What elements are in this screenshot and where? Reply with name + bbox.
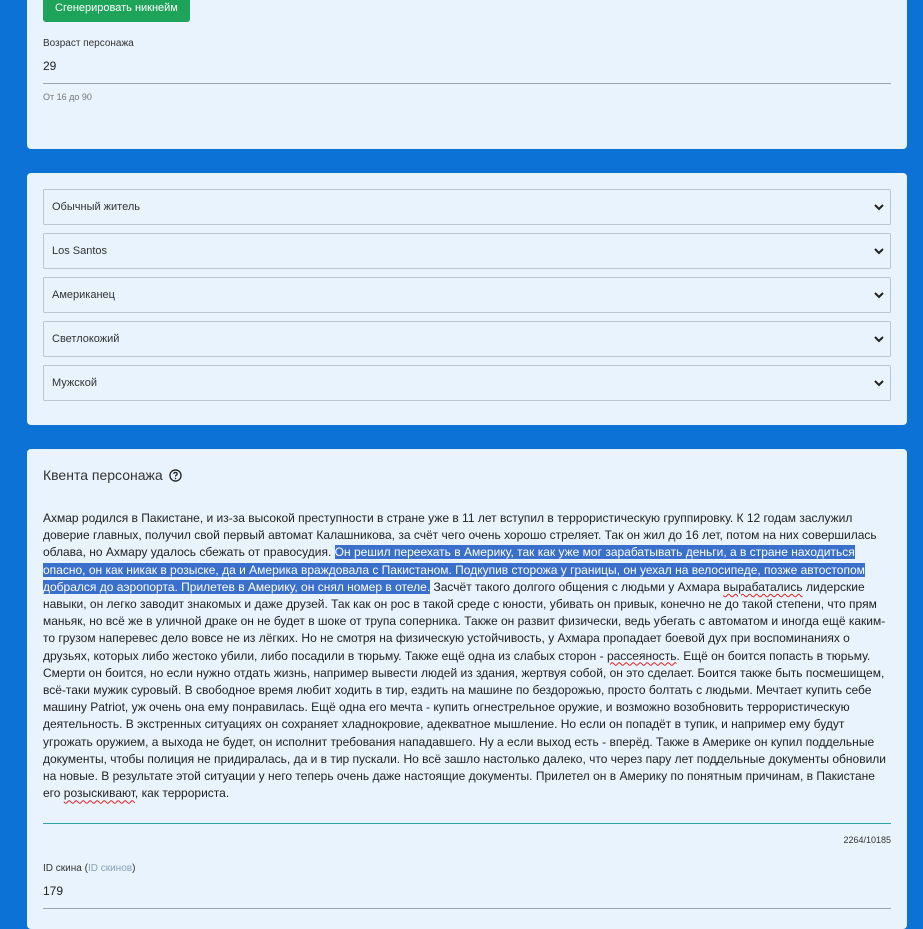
story-text: . Ещё он боится попасть в тюрьму. Смерти он боится, но если нужно отдать жизнь, например вывести людей из здания, жертвуя собой, он это сделает. Боится также быть посмешищем, всё-таки мужик суровый. В свободное время любит ходить в тир, ездить на машине по бездорожью, просто болтать с людьми. Мечтает купить себе машину Patriot, уж очень она ему понравилась. Ещё одна его мечта - купить огнестрельное оружие, и возможно возобновить террористическую деятельность. В экстренных ситуациях он сохраняет хладнокровие, адекватное мышление. Но если он попадёт в тупик, и например ему будут угрожать оружием, а выхода не будет, он исполнит требования нападавшего. Ну а если выход есть - вперёд. Также в Америке он купил поддельные документы, чтобы полиция не придиралась, да и в тир пускали. Но всё зашло настолько далеко, что через пару лет поддельные документы обновили на новые. В результате этой ситуации у него теперь очень даже настоящие документы. Прилетел он в Америку по понятным причинам, в Пакистане его: [43, 648, 886, 801]
spelling-error-word: рассеяность: [606, 648, 677, 663]
question-circle-icon[interactable]: [169, 469, 182, 482]
character-details-card: [27, 173, 907, 425]
skin-id-label-text: ID скина: [43, 863, 82, 874]
story-text: Ахмар родился в Пакистане, и из-за высокой преступности в стране уже в 11 лет вступил в террористическую группировку. К 12 годам заслужил доверие главных, получил свой первый автомат Калашникова, за счёт чего очень хорошо стреляет. Так он жил до 16 лет, потом на них совершилась облава, но Ахмару удалось сбежать от правосудия.: [43, 511, 877, 560]
age-hint: От 16 до 90: [43, 92, 92, 102]
chevron-down-icon: [872, 200, 886, 214]
story-text-selection: Он решил переехать в Америку, так как уже мог зарабатывать деньги, а в стране находиться опасно, он как никак в розыске, да и Америка враждовала с Пакистаном. Подкупив сторожа у границы, он уехал на велосипеде, позже автостопом добрался до аэропорта. Прилетев в Америку, он снял номер в отеле.: [43, 545, 865, 594]
skin-id-underline: [43, 908, 891, 909]
skin-id-label: [43, 863, 135, 874]
character-counter: 2264/10185: [843, 835, 891, 845]
skin-id-link-paren: ): [132, 863, 136, 874]
story-textarea[interactable]: [43, 510, 891, 802]
age-label: Возраст персонажа: [43, 38, 134, 49]
story-textarea-underline: [43, 823, 891, 824]
nationality-select[interactable]: [43, 277, 891, 313]
select-value: Los Santos: [52, 245, 108, 257]
chevron-down-icon: [872, 376, 886, 390]
gender-select[interactable]: [43, 365, 891, 401]
social-status-select[interactable]: [43, 189, 891, 225]
story-text: лидерские навыки, он легко заводит знакомых и даже друзей. Так как он рос в такой среде с юности, убивать он привык, конечно не до такой степени, что прям маньяк, но всё же в уличной драке он не будет в шоке от трупа соперника. Также он развит физически, ведь убегать с автоматом и иногда ещё каким-то грузом наперевес дело вовсе не из лёгких. Но не смотря на физическую устойчивость, у Ахмара пропадает боевой дух при воспоминаниях о друзьях, которых либо жестоко убили, либо посадили в тюрьму. Также ещё одна из слабых сторон -: [43, 579, 886, 663]
skin-id-link-paren: (: [81, 863, 88, 874]
spelling-error-word: вырабатались: [723, 579, 803, 594]
select-value: Мужской: [52, 377, 97, 389]
chevron-down-icon: [872, 244, 886, 258]
spelling-error-word: розыскивают: [63, 786, 135, 801]
select-value: Обычный житель: [52, 201, 140, 213]
story-title-text: Квента персонажа: [43, 467, 163, 483]
character-story-card: [27, 449, 907, 929]
select-value: Американец: [52, 289, 115, 301]
age-input-underline: [43, 83, 891, 84]
skin-id-input[interactable]: 179: [43, 884, 64, 898]
story-section-title: [43, 467, 182, 483]
city-select[interactable]: [43, 233, 891, 269]
story-text: Засчёт такого долгого общения с людьми у Ахмара: [430, 579, 724, 594]
chevron-down-icon: [872, 332, 886, 346]
skin-color-select[interactable]: [43, 321, 891, 357]
character-basic-card: [27, 0, 907, 149]
story-text: , как террориста.: [134, 786, 230, 801]
select-value: Светлокожий: [52, 333, 120, 345]
chevron-down-icon: [872, 288, 886, 302]
skin-id-list-link[interactable]: ID скинов: [87, 863, 133, 874]
generate-nickname-button[interactable]: Сгенерировать никнейм: [43, 0, 190, 22]
age-input[interactable]: 29: [43, 59, 57, 73]
